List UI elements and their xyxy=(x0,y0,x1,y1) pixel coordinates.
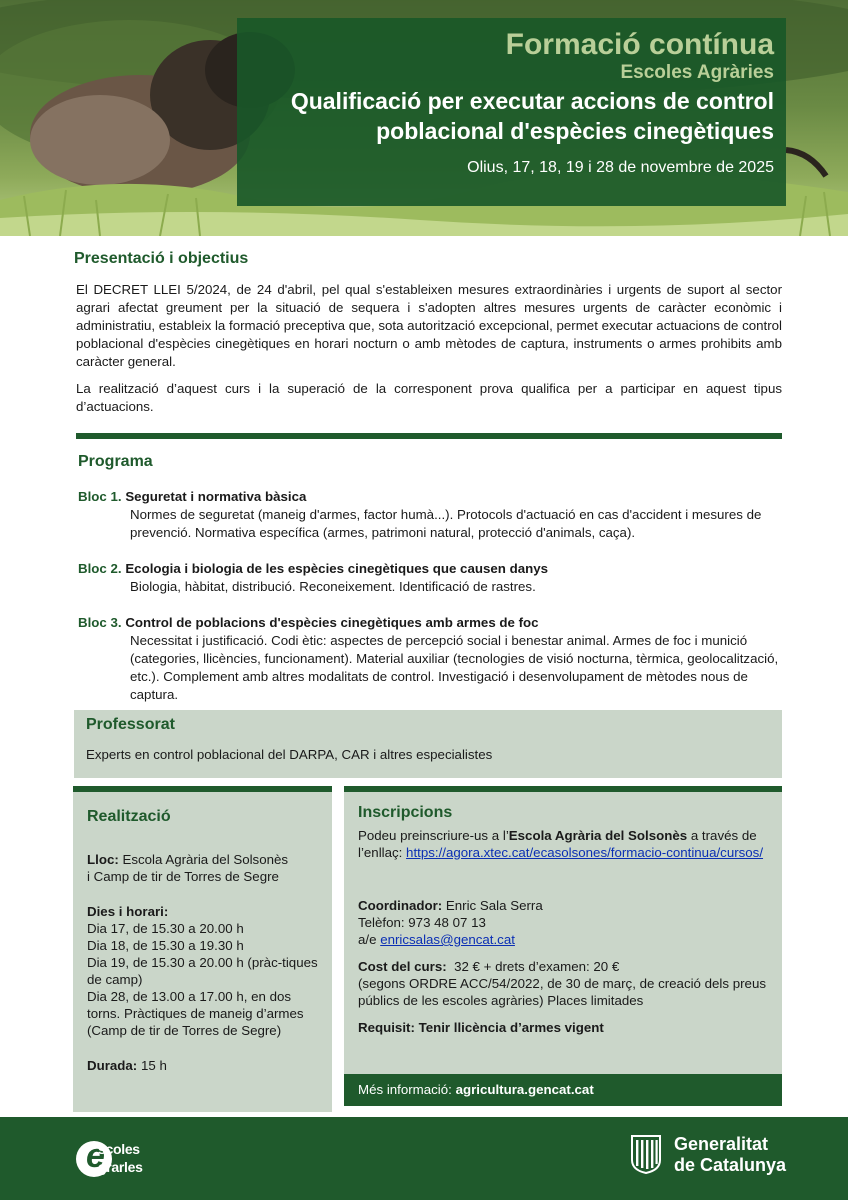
registration-intro-text: Podeu preinscriure-us a l’ xyxy=(358,828,509,843)
registration-intro xyxy=(358,827,768,861)
generalitat-text-2: de Catalunya xyxy=(674,1155,787,1175)
phone-number: 973 48 07 13 xyxy=(408,915,486,930)
realization-heading: Realització xyxy=(87,808,171,825)
bloc-number: Bloc 1. xyxy=(78,489,122,504)
bloc-title: Seguretat i normativa bàsica xyxy=(125,489,307,504)
bloc-title: Ecologia i biologia de les espècies cinegètiques que causen danys xyxy=(125,561,549,576)
cost-note: (segons ORDRE ACC/54/2022, de 30 de març, de creació dels preus públics de les escoles agràries) Places limitades xyxy=(358,976,766,1008)
email-label: a/e xyxy=(358,932,377,947)
presentation-heading: Presentació i objectius xyxy=(74,250,249,267)
page-subtitle: Escoles Agràries xyxy=(620,62,774,83)
generalitat-emblem-icon xyxy=(630,1134,662,1174)
header-banner xyxy=(0,0,848,236)
footer xyxy=(0,1117,848,1200)
schedule-item: Dia 18, de 15.30 a 19.30 h xyxy=(87,938,244,953)
registration-link[interactable]: https://agora.xtec.cat/ecasolsones/formacio-continua/cursos/ xyxy=(406,845,764,860)
presentation-paragraph: El DECRET LLEI 5/2024, de 24 d'abril, pel qual s'estableixen mesures extraordinàries i urgents de suport al sector agrari afectat greument per la situació de sequera i s'adopten altres mesures urgents de caràcter econòmic i administratiu, estableix la formació preceptiva que, sota autorització excepcional, permet executar actuacions de control poblacional d'espècies cinegètiques en horari nocturn o amb mètodes de captura, instruments o armes prohibits amb caràcter general. xyxy=(76,282,782,369)
generalitat-logo xyxy=(630,1134,800,1178)
bloc-description: Necessitat i justificació. Codi ètic: aspectes de percepció social i benestar animal. Armes de foc i munició (categories, llicències, funcionament). Material auxiliar (tecnologies de visió nocturna, tèrmica, geolocalització, etc.). Complement amb altres modalitats de control. Investigació i desenvolupament de mètodes nous de captura. xyxy=(130,633,779,702)
logo-e-glyph: e xyxy=(86,1137,105,1175)
logo-text-line1: scoles xyxy=(98,1141,140,1157)
program-bloc xyxy=(78,614,782,704)
duration-label: Durada: xyxy=(87,1058,138,1073)
bloc-number: Bloc 3. xyxy=(78,615,122,630)
bloc-title: Control de poblacions d'espècies cinegètiques amb armes de foc xyxy=(125,615,539,630)
escoles-agraries-logo xyxy=(76,1139,166,1183)
realization-panel xyxy=(73,786,332,1112)
generalitat-text-1: Generalitat xyxy=(674,1134,769,1154)
more-info-bar xyxy=(344,1074,782,1106)
program-bloc xyxy=(78,488,782,542)
email-link[interactable]: enricsalas@gencat.cat xyxy=(380,932,515,947)
presentation-section xyxy=(76,250,782,416)
duration-value: 15 h xyxy=(140,1058,167,1073)
page-title: Formació contínua xyxy=(505,28,774,61)
requirement: Requisit: Tenir llicència d’armes vigent xyxy=(358,1020,604,1035)
coordinator-label: Coordinador: xyxy=(358,898,443,913)
schedule-item: Dia 19, de 15.30 a 20.00 h (pràc-tiques de camp) xyxy=(87,955,318,987)
teachers-panel xyxy=(74,710,782,778)
title-box xyxy=(237,18,786,206)
presentation-paragraph: La realització d’aquest curs i la superació de la corresponent prova qualifica per a participar en aquest tipus d’actuacions. xyxy=(76,381,782,414)
schedule-item: Dia 17, de 15.30 a 20.00 h xyxy=(87,921,244,936)
program-section xyxy=(78,453,782,704)
place-label: Lloc: xyxy=(87,852,119,867)
registration-intro-text: a través de l’enllaç: xyxy=(358,828,757,860)
place-value-2: i Camp de tir de Torres de Segre xyxy=(87,869,279,884)
place-value: Escola Agrària del Solsonès xyxy=(122,852,289,867)
more-info-link[interactable]: agricultura.gencat.cat xyxy=(455,1082,594,1097)
registration-heading: Inscripcions xyxy=(358,804,453,821)
bloc-number: Bloc 2. xyxy=(78,561,122,576)
program-bloc xyxy=(78,560,782,596)
more-info-label: Més informació: xyxy=(358,1082,452,1097)
bloc-description: Normes de seguretat (maneig d'armes, factor humà...). Protocols d'actuació en cas d'accident i mesures de prevenció. Normativa específica (armes, patrimoni natural, protecció d'animals, caça). xyxy=(130,507,762,540)
cost-value: 32 € + drets d’examen: 20 € xyxy=(454,959,620,974)
bloc-description: Biologia, hàbitat, distribució. Reconeixement. Identificació de rastres. xyxy=(130,579,536,594)
section-divider xyxy=(76,433,782,439)
teachers-text: Experts en control poblacional del DARPA, CAR i altres especialistes xyxy=(86,747,493,762)
logo-text-line2: grarles xyxy=(98,1159,143,1175)
phone-label: Telèfon: xyxy=(358,915,405,930)
coordinator-name: Enric Sala Serra xyxy=(445,898,543,913)
registration-panel xyxy=(344,786,782,1074)
schedule-label: Dies i horari: xyxy=(87,904,169,919)
course-date: Olius, 17, 18, 19 i 28 de novembre de 2025 xyxy=(467,159,774,176)
cost-label: Cost del curs: xyxy=(358,959,447,974)
teachers-heading: Professorat xyxy=(86,716,175,733)
school-name: Escola Agrària del Solsonès xyxy=(508,828,688,843)
course-title: Qualificació per executar accions de control poblacional d'espècies cinegètiques xyxy=(290,88,774,144)
program-heading: Programa xyxy=(78,453,153,470)
schedule-item: Dia 28, de 13.00 a 17.00 h, en dos torns. Pràctiques de maneig d’armes (Camp de tir de Torres de Segre) xyxy=(87,989,304,1038)
